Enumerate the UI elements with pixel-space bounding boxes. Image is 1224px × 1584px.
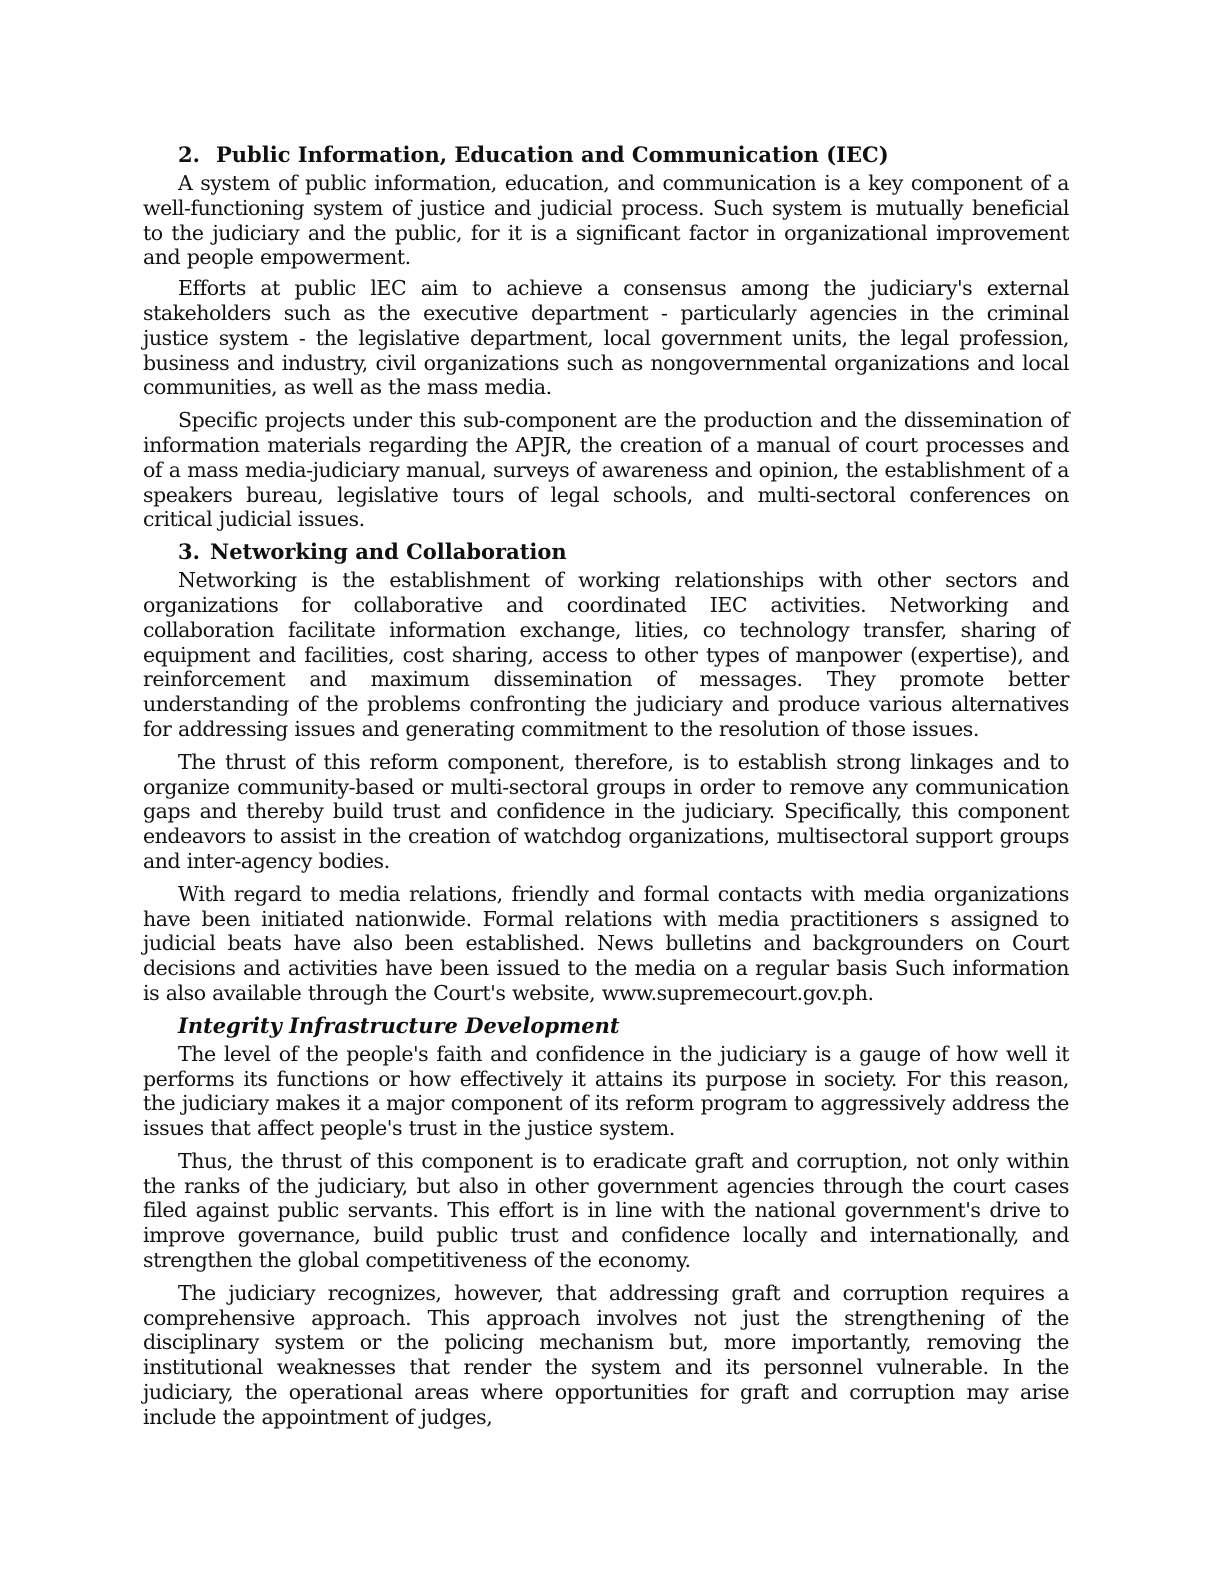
section-heading-integrity <box>143 1012 1069 1042</box>
section-title: Integrity Infrastructure Development <box>178 1012 620 1038</box>
section-heading-networking <box>143 538 1069 568</box>
section-number: 3. <box>178 539 200 565</box>
section-heading-iec <box>143 141 1069 171</box>
paragraph: Networking is the establishment of working relationships with other sectors and organizations for collaborative and coordinated IEC activities. Networking and collaboration facilitate information exchange, lities, co technology transfer, sharing of equipment and facilities, cost sharing, access to other types of manpower (expertise), and reinforcement and maximum dissemination of messages. They promote better understanding of the problems confronting the judiciary and produce various alternatives for addressing issues and generating commitment to the resolution of those issues. <box>143 568 1069 741</box>
section-title: Networking and Collaboration <box>210 539 567 565</box>
paragraph: Efforts at public lEC aim to achieve a consensus among the judiciary's external stakeholders such as the executive department - particularly agencies in the criminal justice system - the legislative department, local government units, the legal profession, business and industry, civil organizations such as nongovernmental organizations and local communities, as well as the mass media. <box>143 276 1069 400</box>
section-title: Public Information, Education and Communication (IEC) <box>216 142 889 167</box>
paragraph: Specific projects under this sub-component are the production and the dissemination of information materials regarding the APJR, the creation of a manual of court processes and of a mass media-judiciary manual, surveys of awareness and opinion, the establishment of a speakers bureau, legislative tours of legal schools, and multi-sectoral conferences on critical judicial issues. <box>143 408 1069 532</box>
document-page <box>143 141 1069 1438</box>
section-number: 2. <box>178 142 200 167</box>
paragraph: A system of public information, education, and communication is a key component of a well-functioning system of justice and judicial process. Such system is mutually beneficial to the judiciary and the public, for it is a significant factor in organizational improvement and people empowerment. <box>143 171 1069 270</box>
paragraph: The judiciary recognizes, however, that addressing graft and corruption requires a comprehensive approach. This approach involves not just the strengthening of the disciplinary system or the policing mechanism but, more importantly, removing the institutional weaknesses that render the system and its personnel vulnerable. In the judiciary, the operational areas where opportunities for graft and corruption may arise include the appointment of judges, <box>143 1280 1069 1429</box>
paragraph: The level of the people's faith and confidence in the judiciary is a gauge of how well it performs its functions or how effectively it attains its purpose in society. For this reason, the judiciary makes it a major component of its reform program to aggressively address the issues that affect people's trust in the justice system. <box>143 1041 1069 1141</box>
paragraph: The thrust of this reform component, therefore, is to establish strong linkages and to organize community-based or multi-sectoral groups in order to remove any communication gaps and thereby build trust and confidence in the judiciary. Specifically, this component endeavors to assist in the creation of watchdog organizations, multisectoral support groups and inter-agency bodies. <box>143 749 1069 873</box>
paragraph: Thus, the thrust of this component is to eradicate graft and corruption, not only within the ranks of the judiciary, but also in other government agencies through the court cases filed against public servants. This effort is in line with the national government's drive to improve governance, build public trust and confidence locally and internationally, and strengthen the global competitiveness of the economy. <box>143 1148 1069 1273</box>
paragraph: With regard to media relations, friendly and formal contacts with media organizations have been initiated nationwide. Formal relations with media practitioners s assigned to judicial beats have also been established. News bulletins and backgrounders on Court decisions and activities have been issued to the media on a regular basis Such information is also available through the Court's website, www.supremecourt.gov.ph. <box>143 881 1069 1005</box>
